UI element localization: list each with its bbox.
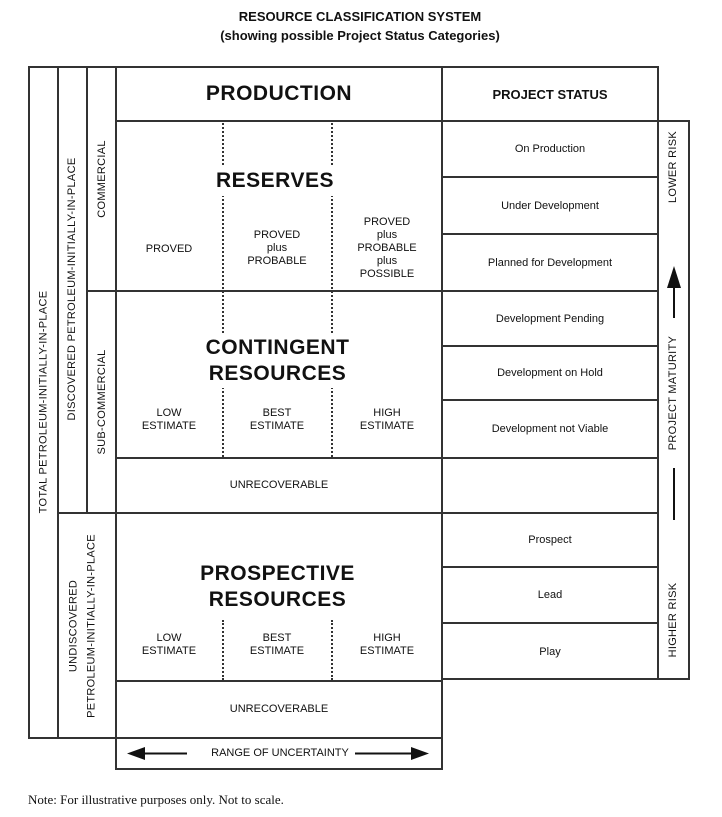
- status-under-development: Under Development: [501, 199, 599, 212]
- prospective-best-estimate: BEST ESTIMATE: [249, 632, 305, 657]
- divider-discovered: [115, 512, 443, 514]
- prospective-resources-title: PROSPECTIVE RESOURCES: [200, 562, 355, 611]
- status-on-production: On Production: [514, 143, 586, 155]
- prospective-high-estimate: HIGH ESTIMATE: [359, 632, 415, 657]
- diagram-title: RESOURCE CLASSIFICATION SYSTEM: [238, 9, 482, 24]
- range-of-uncertainty-label: RANGE OF UNCERTAINTY: [211, 747, 349, 759]
- undiscovered-label: UNDISCOVERED: [67, 579, 80, 673]
- production-label: PRODUCTION: [205, 82, 353, 105]
- higher-risk-label: HIGHER RISK: [667, 582, 679, 658]
- reserves-proved-probable-possible: PROVED plus PROBABLE plus POSSIBLE: [357, 215, 417, 280]
- project-maturity-label: PROJECT MATURITY: [664, 318, 682, 468]
- contingent-best-estimate: BEST ESTIMATE: [249, 407, 305, 432]
- reserves-proved-probable: PROVED plus PROBABLE: [247, 228, 307, 267]
- dotted-divider: [222, 620, 224, 680]
- status-divider: [441, 457, 659, 459]
- dotted-divider: [331, 620, 333, 680]
- status-development-on-hold: Development on Hold: [497, 367, 603, 379]
- contingent-resources-title: CONTINGENT RESOURCES: [170, 334, 385, 388]
- status-play: Play: [539, 646, 561, 658]
- contingent-low-estimate: LOW ESTIMATE: [141, 407, 197, 432]
- diagram-subtitle: (showing possible Project Status Categories): [220, 28, 500, 43]
- lower-risk-label: LOWER RISK: [667, 130, 679, 204]
- status-prospect: Prospect: [528, 534, 572, 546]
- contingent-high-estimate: HIGH ESTIMATE: [359, 407, 415, 432]
- divider-reserves: [115, 290, 443, 292]
- undiscovered-piip-label: PETROLEUM-INITIALLY-IN-PLACE: [85, 534, 98, 718]
- contingent-unrecoverable: UNRECOVERABLE: [229, 479, 329, 491]
- reserves-proved: PROVED: [145, 242, 193, 255]
- status-development-not-viable: Development not Viable: [491, 423, 609, 435]
- discovered-piip-label: DISCOVERED PETROLEUM-INITIALLY-IN-PLACE: [66, 157, 78, 421]
- status-planned-for-development: Planned for Development: [487, 256, 613, 269]
- prospective-low-estimate: LOW ESTIMATE: [141, 632, 197, 657]
- status-lead: Lead: [537, 589, 563, 601]
- footnote: Note: For illustrative purposes only. Not to scale.: [28, 792, 284, 807]
- status-development-pending: Development Pending: [495, 312, 605, 325]
- reserves-title: RESERVES: [195, 166, 355, 196]
- commercial-label: COMMERCIAL: [96, 140, 108, 218]
- prospective-unrecoverable: UNRECOVERABLE: [229, 703, 329, 715]
- sub-commercial-label: SUB-COMMERCIAL: [96, 349, 108, 455]
- total-piip-label: TOTAL PETROLEUM-INITIALLY-IN-PLACE: [37, 290, 50, 514]
- divider-production: [115, 120, 443, 122]
- project-status-header: PROJECT STATUS: [492, 86, 608, 102]
